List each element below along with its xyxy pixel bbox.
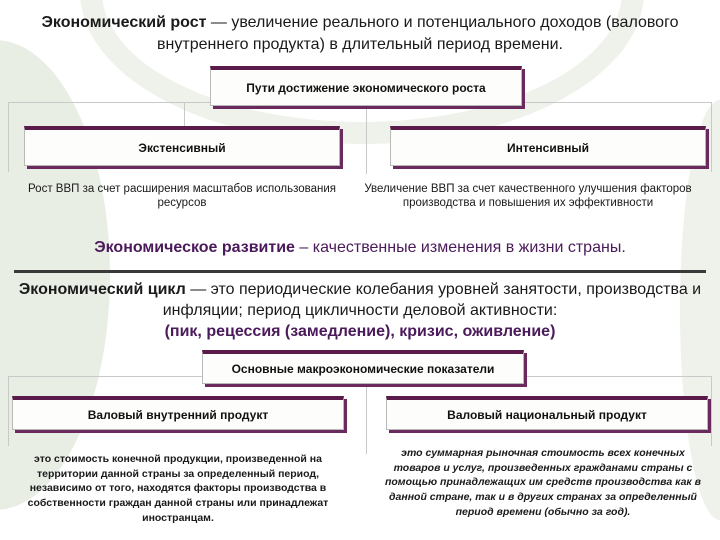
connector-upper-left bbox=[8, 102, 9, 172]
intensive-description: Увеличение ВВП за счет качественного улучшения факторов производства и повышения их эффективности bbox=[364, 183, 692, 210]
connector-upper-center-right bbox=[366, 102, 367, 174]
gnp-box bbox=[386, 396, 708, 430]
background-shape-left bbox=[0, 40, 110, 510]
gdp-label: Валовый внутренний продукт bbox=[87, 407, 269, 422]
economic-cycle-phases: (пик, рецессия (замедление), кризис, оживление) bbox=[164, 322, 556, 340]
economic-growth-term: Экономический рост bbox=[41, 14, 207, 31]
gnp-description: это суммарная рыночная стоимость всех конечных товаров и услуг, произведенных гражданами страны с помощью принадлежащих им средств производства как в данной стране, так и в других странах за определенный период времени (обычно за год). bbox=[384, 447, 701, 518]
gnp-label: Валовый национальный продукт bbox=[447, 407, 647, 422]
economic-cycle-text: — это периодические колебания уровней занятости, производства и инфляции; период цикличности деловой активности: bbox=[162, 281, 702, 319]
connector-lower-right bbox=[711, 376, 712, 446]
macro-indicators-box bbox=[202, 350, 524, 384]
extensive-description: Рост ВВП за счет расширения масштабов использования ресурсов bbox=[28, 183, 336, 210]
economic-growth-definition bbox=[18, 12, 702, 55]
connector-lower-left bbox=[8, 376, 9, 446]
growth-paths-label: Пути достижение экономического роста bbox=[246, 80, 486, 95]
growth-paths-box bbox=[210, 66, 522, 106]
intensive-box bbox=[390, 126, 706, 166]
extensive-label: Экстенсивный bbox=[138, 140, 226, 155]
connector-lower-center bbox=[366, 376, 367, 454]
economic-growth-text: — увеличение реального и потенциального доходов (валового внутреннего продукта) в длительный период времени. bbox=[157, 14, 679, 53]
economic-development-definition bbox=[18, 238, 702, 258]
gdp-description: это стоимость конечной продукции, произведенной на территории данной страны за определенный период, независимо от того, находятся факторы производства в собственности граждан данной страны или принадлежат иностранцам. bbox=[27, 453, 329, 524]
economic-cycle-term: Экономический цикл bbox=[18, 281, 186, 298]
extensive-box bbox=[24, 126, 340, 166]
intensive-label: Интенсивный bbox=[507, 140, 589, 155]
connector-upper-center-left bbox=[184, 102, 185, 126]
economic-cycle-definition bbox=[18, 280, 702, 342]
economic-development-text: – качественные изменения в жизни страны. bbox=[294, 239, 626, 256]
section-divider bbox=[14, 270, 706, 273]
macro-indicators-label: Основные макроэкономические показатели bbox=[231, 361, 495, 376]
economic-development-term: Экономическое развитие bbox=[94, 239, 295, 256]
gdp-box bbox=[12, 396, 344, 430]
connector-upper-right bbox=[711, 102, 712, 172]
